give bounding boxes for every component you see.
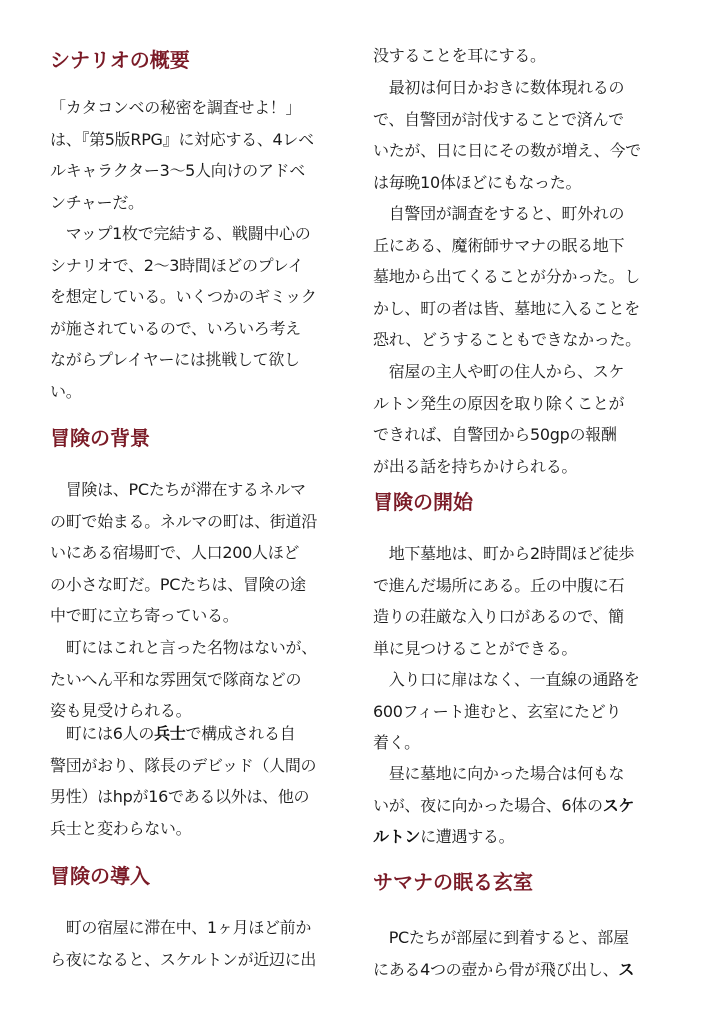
paragraph-background-2: 町にはこれと言った名物はないが、 たいへん平和な雰囲気で隊商などの 姿も見受けられる。 xyxy=(50,638,317,720)
keyword-soldier: 兵士 xyxy=(154,724,186,743)
paragraph-background-1: 冒険は、PCたちが滞在するネルマ の町で始まる。ネルマの町は、街道沿 いにある宿場町で、人口200人ほど の小さな町だ。PCたちは、冒険の途 中で町に立ち寄っている。 xyxy=(50,480,317,625)
heading-adventure-start: 冒険の開始 xyxy=(373,490,473,514)
paragraph-overview-1: 「カタコンベの秘密を調査せよ！」 は、『第5版RPG』に対応する、4レベ ルキャラクター3～5人向けのアドベ ンチャーだ。 xyxy=(50,98,314,212)
keyword-skeleton: スケ ルトン xyxy=(373,795,635,846)
paragraph-start-3 xyxy=(373,758,673,853)
paragraph-start-1: 地下墓地は、町から2時間ほど徒歩 で進んだ場所にある。丘の中腹に石 造りの荘厳な入り口があるので、簡 単に見つけることができる。 xyxy=(373,544,635,658)
text-run: 町には6人の xyxy=(50,724,155,743)
paragraph-hook-4: 宿屋の主人や町の住人から、スケ ルトン発生の原因を取り除くことが できれば、自警団から50gpの報酬 が出る話を持ちかけられる。 xyxy=(373,362,625,476)
keyword-skeleton-partial: ス xyxy=(618,959,635,979)
heading-scenario-overview: シナリオの概要 xyxy=(50,48,190,72)
heading-samana-crypt: サマナの眠る玄室 xyxy=(373,870,533,894)
paragraph-background-3 xyxy=(50,718,350,844)
paragraph-hook-2: 最初は何日かおきに数体現れるの で、自警団が討伐することで済んで いたが、日に日にその数が増え、今で は毎晩10体ほどにもなった。 xyxy=(373,78,641,192)
text-run: PCたちが部屋に到着すると、部屋 にある4つの壺から骨が飛び出し、 xyxy=(373,928,629,979)
paragraph-crypt-1 xyxy=(373,922,673,985)
text-run: 昼に墓地に向かった場合は何もな いが、夜に向かった場合、6体の xyxy=(373,764,625,815)
paragraph-hook-1: 町の宿屋に滞在中、1ヶ月ほど前か ら夜になると、スケルトンが近辺に出 xyxy=(50,918,317,969)
paragraph-hook-cont: 没することを耳にする。 xyxy=(373,46,546,65)
text-run: で構成される自 警団がおり、隊長のデビッド（人間の 男性）はhpが16である以外は、他の 兵士と変わらない。 xyxy=(50,724,317,838)
paragraph-start-2: 入り口に扉はなく、一直線の通路を 600フィート進むと、玄室にたどり 着く。 xyxy=(373,670,640,752)
heading-adventure-background: 冒険の背景 xyxy=(50,426,150,450)
paragraph-overview-2: マップ1枚で完結する、戦闘中心の シナリオで、2～3時間ほどのプレイ を想定している。いくつかのギミック が施されているので、いろいろ考え ながらプレイヤーには挑戦して欲し い。 xyxy=(50,224,317,401)
heading-adventure-hook: 冒険の導入 xyxy=(50,864,150,888)
text-run: に遭遇する。 xyxy=(420,827,515,846)
paragraph-hook-3: 自警団が調査をすると、町外れの 丘にある、魔術師サマナの眠る地下 墓地から出てくることが分かった。し かし、町の者は皆、墓地に入ることを 恐れ、どうすることもできなかった。 xyxy=(373,204,641,349)
